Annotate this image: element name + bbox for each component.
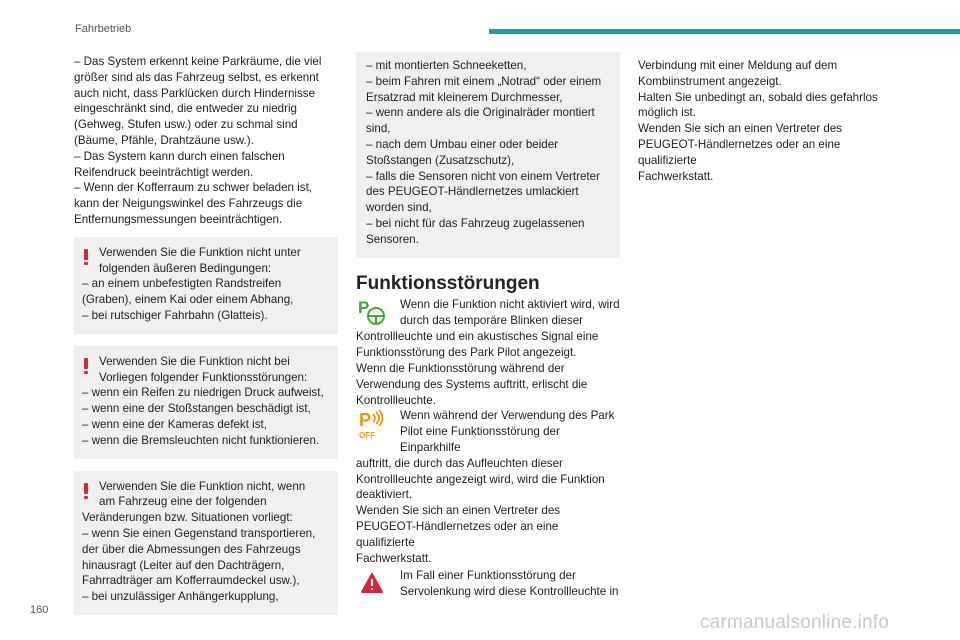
text-line: – wenn eine der Kameras defekt ist, — [82, 417, 267, 431]
exclamation-icon — [84, 358, 88, 374]
text-line: Stoßstangen (Zusatzschutz), — [366, 153, 515, 167]
text-line: Sensoren. — [366, 232, 419, 246]
warning-triangle-icon — [356, 568, 396, 600]
text-line: der über die Abmessungen des Fahrzeugs — [82, 542, 301, 556]
text-line: – wenn andere als die Originalräder montiert — [366, 106, 595, 120]
text-line: – wenn Sie einen Gegenstand transportieren, — [82, 526, 316, 540]
text-line: worden sind, — [366, 201, 432, 215]
text-line: PEUGEOT-Händlernetzes oder an eine qualifizierte — [638, 137, 841, 167]
warning-box-continued — [356, 52, 620, 258]
text-line: Halten Sie unbedingt an, sobald dies gefahrlos — [638, 90, 878, 104]
text-line: Entfernungsmessungen beeinträchtigen. — [74, 212, 283, 226]
page-number: 160 — [30, 604, 49, 616]
header-accent-bar — [489, 29, 960, 34]
text-line: (Bäume, Pfähle, Drahtzäune usw.). — [74, 133, 254, 147]
text-line: des PEUGEOT-Händlernetzes umlackiert — [366, 185, 579, 199]
text-line: – wenn eine der Stoßstangen beschädigt ist, — [82, 402, 311, 416]
column-2 — [356, 54, 620, 600]
column-3 — [638, 58, 902, 184]
text-line: Wenn die Funktion nicht aktiviert wird, wird — [400, 298, 620, 312]
text-line: (Graben), einem Kai oder einem Abhang, — [82, 293, 294, 307]
text-line: – bei rutschiger Fahrbahn (Glatteis). — [82, 308, 268, 322]
exclamation-icon — [84, 249, 88, 265]
text-line: folgenden äußeren Bedingungen: — [99, 261, 272, 275]
malfunction-paragraph-2 — [356, 408, 620, 566]
text-line: Kontrollleuchte und ein akustisches Signal eine — [356, 330, 599, 344]
text-line: Kombiinstrument angezeigt. — [638, 74, 782, 88]
text-line: – nach dem Umbau einer oder beider — [366, 137, 559, 151]
text-line: Kontrollleuchte angezeigt wird, wird die Funktion — [356, 472, 605, 486]
text-line: PEUGEOT-Händlernetzes oder an eine qualifizierte — [356, 519, 559, 549]
exclamation-icon — [84, 483, 88, 499]
text-line: Ersatzrad mit kleinerem Durchmesser, — [366, 90, 563, 104]
text-line: – wenn ein Reifen zu niedrigen Druck aufweist, — [82, 386, 324, 400]
text-line: möglich ist. — [638, 106, 696, 120]
text-line: – beim Fahren mit einem „Notrad“ oder einem — [366, 74, 602, 88]
svg-text:P: P — [359, 410, 372, 431]
park-sensor-off-icon — [356, 408, 396, 440]
section-heading: Funktionsstörungen — [356, 272, 540, 294]
text-line: Fachwerkstatt. — [356, 551, 432, 565]
text-line: Verwenden Sie die Funktion nicht bei — [99, 354, 290, 368]
text-line: (Gehweg, Stufen usw.) oder zu schmal sind — [74, 118, 298, 132]
text-line: Verwendung des Systems auftritt, erlischt die — [356, 377, 588, 391]
text-line: sind, — [366, 122, 391, 136]
text-line: – Das System erkennt keine Parkräume, die viel — [74, 55, 322, 68]
text-line: am Fahrzeug eine der folgenden — [99, 495, 267, 509]
warning-box-malfunctions — [74, 346, 338, 459]
text-line: – Das System kann durch einen falschen — [74, 149, 285, 163]
text-line: deaktiviert. — [356, 488, 413, 502]
text-line: Verwenden Sie die Funktion nicht, wenn — [99, 479, 306, 493]
text-line: – falls die Sensoren nicht von einem Vertreter — [366, 169, 600, 183]
text-line: auftritt, die durch das Aufleuchten dieser — [356, 456, 563, 470]
text-line: – Wenn der Kofferraum zu schwer beladen ist, — [74, 181, 313, 195]
text-line: Im Fall einer Funktionsstörung der — [400, 569, 576, 583]
park-assist-warning-icon — [356, 297, 396, 329]
text-line: Wenden Sie sich an einen Vertreter des — [638, 122, 843, 136]
warning-box-modifications — [74, 471, 338, 615]
text-line: Vorliegen folgender Funktionsstörungen: — [99, 370, 308, 384]
text-line: Wenn die Funktionsstörung während der — [356, 361, 565, 375]
text-line: Funktionsstörung des Park Pilot angezeigt. — [356, 346, 577, 360]
svg-text:OFF: OFF — [359, 431, 375, 441]
text-line: Reifendruck beeinträchtigt werden. — [74, 165, 254, 179]
text-line: Wenn während der Verwendung des Park — [400, 409, 615, 423]
intro-text — [74, 54, 338, 228]
text-line: Fachwerkstatt. — [638, 169, 714, 183]
text-line: eingeschränkt sind, die entweder zu niedrig — [74, 102, 297, 116]
text-line: – mit montierten Schneeketten, — [366, 59, 527, 72]
svg-text:P: P — [358, 298, 370, 318]
malfunction-paragraph-1 — [356, 297, 620, 408]
text-line: hinausragt (Leiter auf den Dachträgern, — [82, 558, 285, 572]
column-1 — [74, 54, 338, 615]
text-line: durch das temporäre Blinken dieser — [400, 314, 584, 328]
text-line: – wenn die Bremsleuchten nicht funktionieren. — [82, 433, 320, 447]
text-line: Servolenkung wird diese Kontrollleuchte in — [400, 585, 619, 599]
text-line: Veränderungen bzw. Situationen vorliegt: — [82, 511, 293, 525]
warning-box-conditions — [74, 237, 338, 334]
text-line: Fahrradträger am Kofferraumdeckel usw.), — [82, 574, 300, 588]
text-line: Kontrollleuchte. — [356, 393, 436, 407]
text-line: Wenden Sie sich an einen Vertreter des — [356, 504, 561, 518]
text-line: Verbindung mit einer Meldung auf dem — [638, 59, 838, 72]
text-line: Pilot eine Funktionsstörung der Einparkhilfe — [400, 425, 560, 454]
text-line: – bei unzulässiger Anhängerkupplung, — [82, 590, 279, 604]
malfunction-paragraph-3 — [356, 568, 620, 600]
watermark: carmanualsonline.info — [700, 612, 890, 633]
text-line: größer sind als das Fahrzeug selbst, es erkennt — [74, 70, 319, 84]
text-line: – an einem unbefestigten Randstreifen — [82, 277, 282, 291]
text-line: auch nicht, dass Parklücken durch Hindernisse — [74, 86, 316, 100]
text-line: kann der Neigungswinkel des Fahrzeugs die — [74, 197, 303, 211]
text-line: – bei nicht für das Fahrzeug zugelassenen — [366, 216, 585, 230]
text-line: Verwenden Sie die Funktion nicht unter — [99, 245, 301, 259]
section-label: Fahrbetrieb — [75, 23, 132, 35]
